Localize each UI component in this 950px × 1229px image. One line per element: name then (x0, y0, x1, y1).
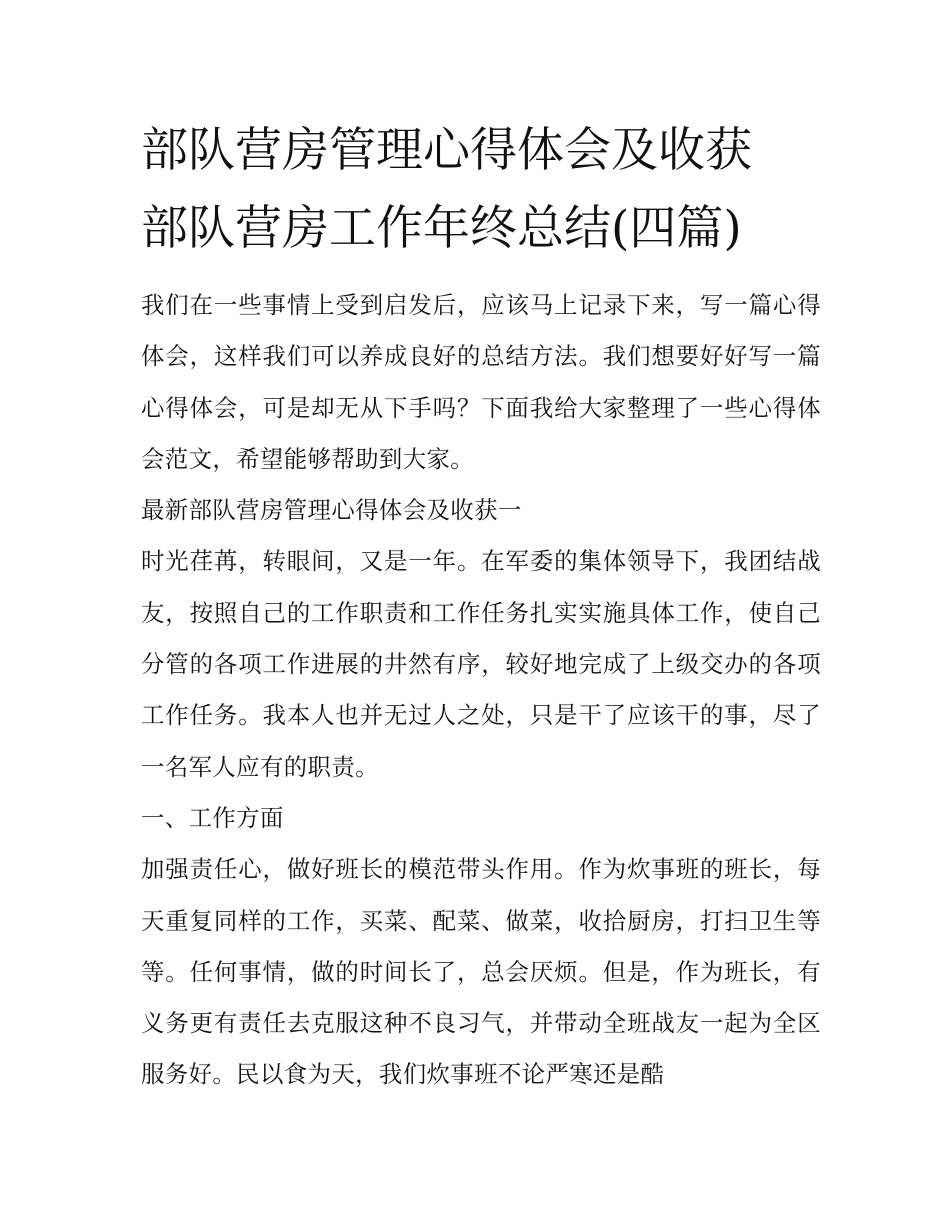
title-line-1: 部队营房管理心得体会及收获 (141, 123, 752, 178)
document-body (141, 280, 821, 1101)
intro-paragraph: 我们在一些事情上受到启发后，应该马上记录下来，写一篇心得体会，这样我们可以养成良好的总结方法。我们想要好好写一篇心得体会，可是却无从下手吗？下面我给大家整理了一些心得体会范文，希望能够帮助到大家。 (141, 291, 821, 473)
section-heading: 最新部队营房管理心得体会及收获一 (141, 496, 522, 525)
body-paragraph: 时光荏苒，转眼间，又是一年。在军委的集体领导下，我团结战友，按照自己的工作职责和工作任务扎实实施具体工作，使自己分管的各项工作进展的井然有序，较好地完成了上级交办的各项工作任务。我本人也并无过人之处，只是干了应该干的事，尽了一名军人应有的职责。 (141, 547, 821, 781)
title-line-2: 部队营房工作年终总结(四篇) (141, 201, 742, 256)
document-title (141, 112, 841, 268)
body-paragraph: 加强责任心，做好班长的模范带头作用。作为炊事班的班长，每天重复同样的工作，买菜、配菜、做菜，收拾厨房，打扫卫生等等。任何事情，做的时间长了，总会厌烦。但是，作为班长，有义务更有责任去克服这种不良习气，并带动全班战友一起为全区服务好。民以食为天，我们炊事班不论严寒还是酷 (141, 855, 821, 1089)
subsection-heading: 一、工作方面 (141, 803, 284, 832)
